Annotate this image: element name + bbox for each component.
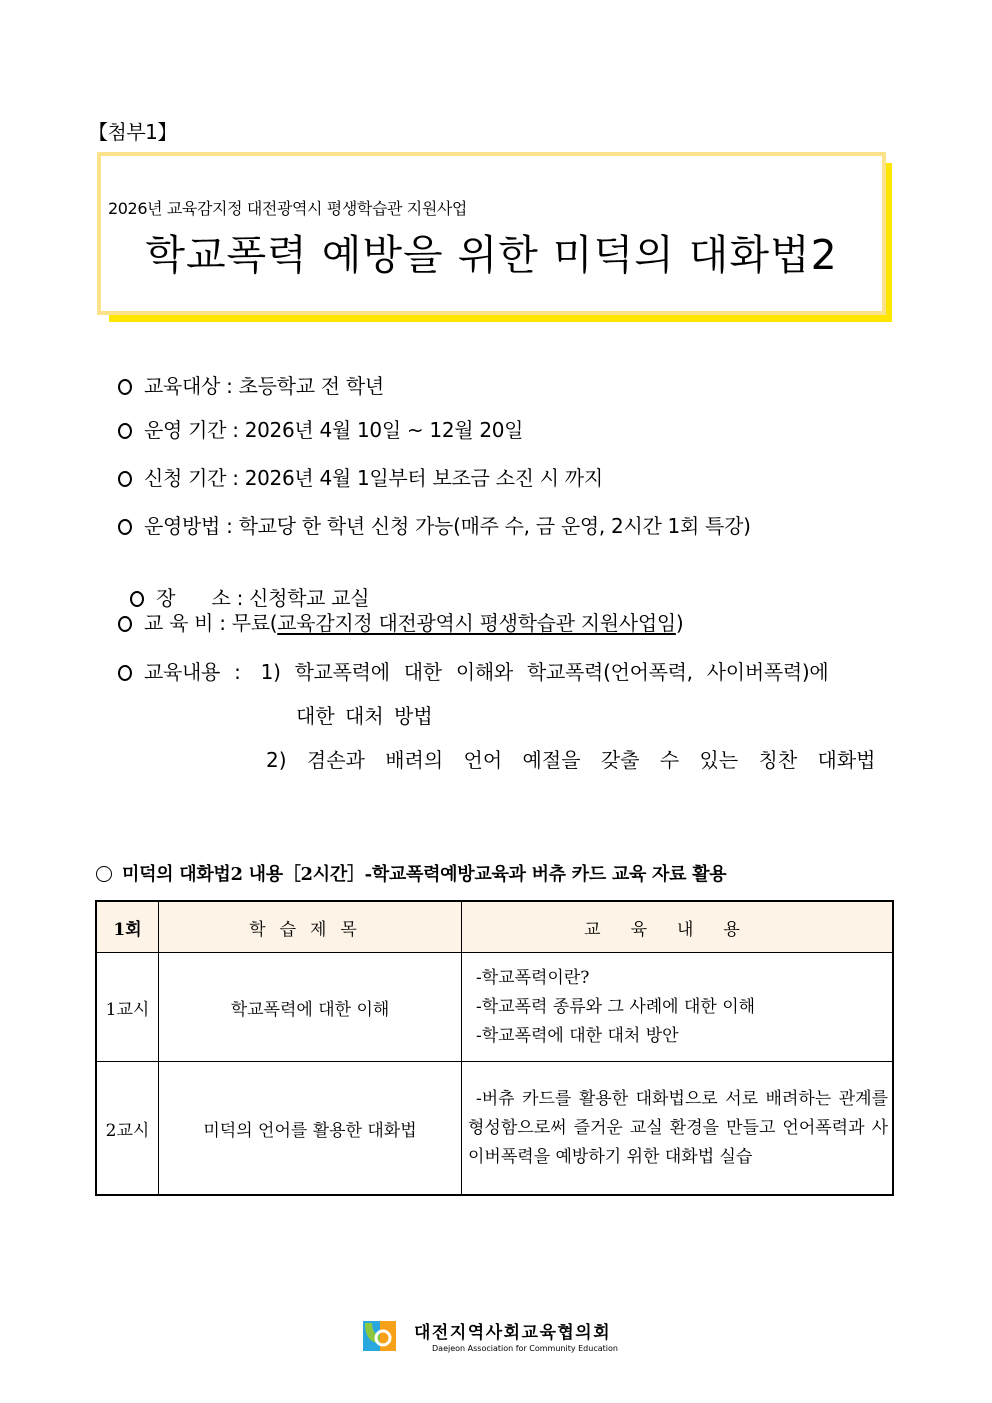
table-row	[96, 1062, 893, 1196]
table-header-row	[96, 901, 893, 953]
circle-bullet-icon	[130, 591, 144, 607]
info-content: 교육내용 : 1) 학교폭력에 대한 이해와 학교폭력(언어폭력, 사이버폭력)에	[118, 656, 828, 685]
content-item-1: 1) 학교폭력에 대한 이해와 학교폭력(언어폭력, 사이버폭력)에	[260, 660, 829, 684]
info-target: 교육대상 : 초등학교 전 학년	[118, 370, 384, 399]
title-subtitle: 2026년 교육감지정 대전광역시 평생학습관 지원사업	[108, 199, 467, 218]
org-name-english: Daejeon Association for Community Education	[432, 1344, 618, 1353]
circle-bullet-icon	[96, 866, 112, 882]
info-fee: 교 육 비 : 무료(교육감지정 대전광역시 평생학습관 지원사업임)	[118, 607, 683, 636]
circle-bullet-icon	[118, 616, 132, 632]
org-name-korean: 대전지역사회교육협의회	[414, 1323, 612, 1343]
page-title: 학교폭력 예방을 위한 미덕의 대화법2	[145, 231, 838, 279]
content-cell: -학교폭력이란? -학교폭력 종류와 그 사례에 대한 이해 -학교폭력에 대한 대처 방안	[462, 953, 894, 1062]
info-application-period: 신청 기간 : 2026년 4월 1일부터 보조금 소진 시 까지	[118, 462, 603, 491]
header-session: 1회	[96, 901, 159, 953]
header-content: 교육내용	[462, 901, 894, 953]
circle-bullet-icon	[118, 519, 132, 535]
topic-cell: 미덕의 언어를 활용한 대화법	[159, 1062, 462, 1196]
period-cell: 2교시	[96, 1062, 159, 1196]
org-logo-icon	[363, 1321, 396, 1351]
info-operation-method: 운영방법 : 학교당 한 학년 신청 가능(매주 수, 금 운영, 2시간 1회 특강)	[118, 510, 751, 539]
fee-note-underlined: 교육감지정 대전광역시 평생학습관 지원사업임	[277, 611, 676, 635]
schedule-table	[95, 900, 894, 1196]
content-item-1-continued: 대한 대처 방법	[296, 704, 433, 728]
circle-bullet-icon	[118, 665, 132, 681]
content-cell: -버츄 카드를 활용한 대화법으로 서로 배려하는 관계를 형성함으로써 즐거운 교실 환경을 만들고 언어폭력과 사이버폭력을 예방하기 위한 대화법 실습	[462, 1062, 894, 1196]
title-box	[97, 152, 886, 315]
topic-cell: 학교폭력에 대한 이해	[159, 953, 462, 1062]
attachment-label: 【첨부1】	[88, 120, 177, 144]
section-heading: 미덕의 대화법2 내용［2시간］-학교폭력예방교육과 버츄 카드 교육 자료 활용	[96, 860, 726, 886]
circle-bullet-icon	[118, 471, 132, 487]
table-row	[96, 953, 893, 1062]
header-topic: 학습제목	[159, 901, 462, 953]
info-operation-period: 운영 기간 : 2026년 4월 10일 ~ 12월 20일	[118, 414, 523, 443]
org-logo	[363, 1318, 618, 1353]
circle-bullet-icon	[118, 423, 132, 439]
content-item-2: 2) 겸손과 배려의 언어 예절을 갖출 수 있는 칭찬 대화법	[266, 748, 876, 772]
period-cell: 1교시	[96, 953, 159, 1062]
circle-bullet-icon	[118, 379, 132, 395]
info-location: 장 소 : 신청학교 교실	[118, 558, 369, 611]
